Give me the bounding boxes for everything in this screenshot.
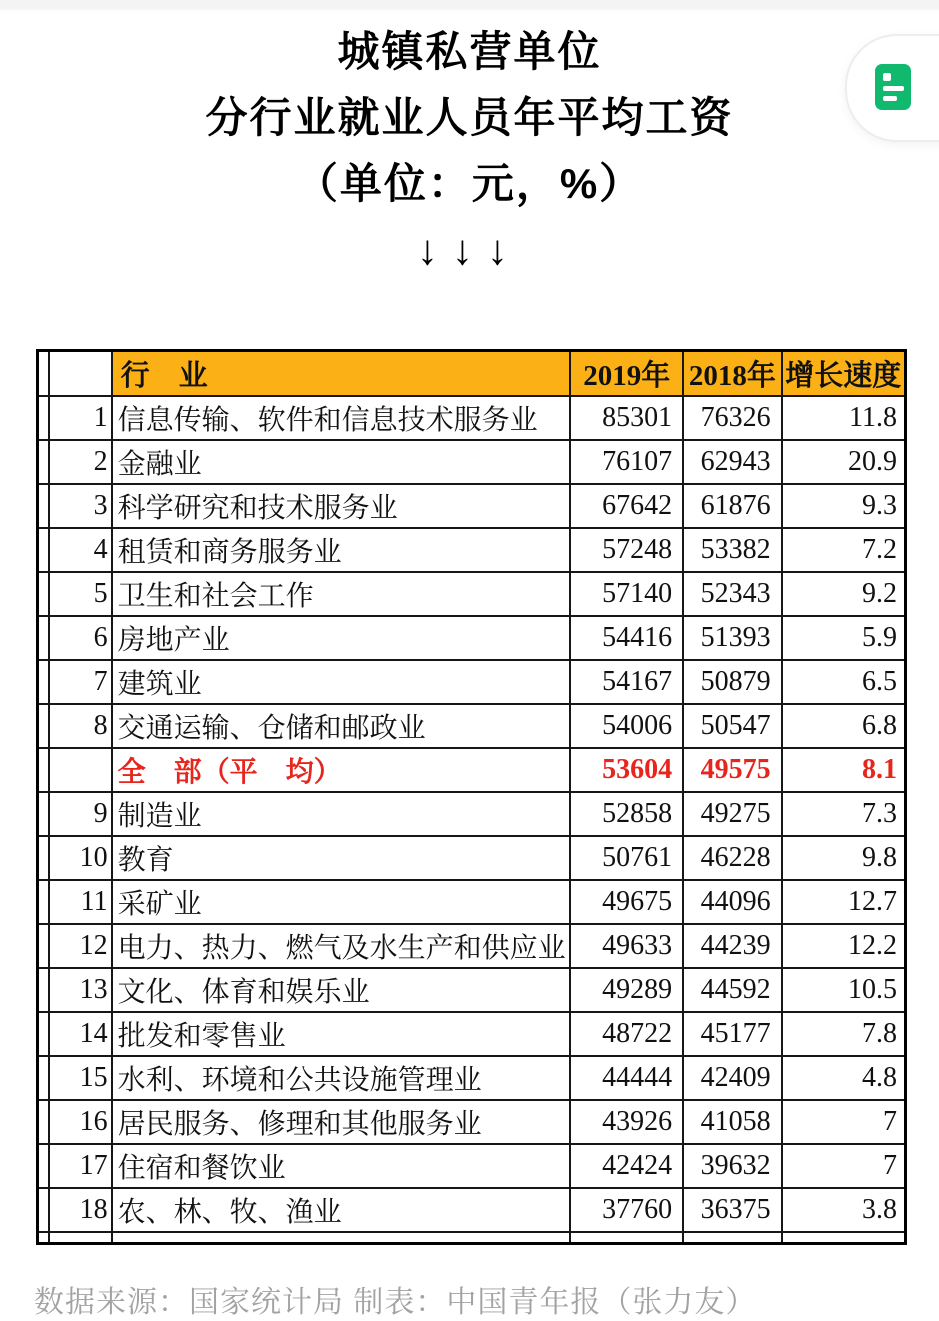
row-2018-cell: 42409 [683,1056,781,1100]
row-2018-cell: 49575 [683,748,781,792]
row-2018-cell: 36375 [683,1188,781,1232]
row-rank-cell: 1 [49,396,112,440]
row-2018-cell: 52343 [683,572,781,616]
row-spacer-cell [38,1188,49,1232]
down-arrows-icon: ↓↓↓ [417,226,522,273]
row-rank-cell [49,1232,112,1244]
row-spacer-cell [38,880,49,924]
row-growth-cell: 7 [782,1144,906,1188]
row-2019-cell [570,1232,683,1244]
row-2019-cell: 44444 [570,1056,683,1100]
table-row [38,1056,906,1100]
row-rank-cell: 4 [49,528,112,572]
row-industry-cell: 卫生和社会工作 [112,572,571,616]
row-2018-cell: 46228 [683,836,781,880]
row-industry-cell: 电力、热力、燃气及水生产和供应业 [112,924,571,968]
row-2019-cell: 52858 [570,792,683,836]
row-rank-cell: 2 [49,440,112,484]
table-row [38,572,906,616]
row-spacer-cell [38,1056,49,1100]
data-source-credit: 数据来源：国家统计局 制表：中国青年报（张力友） [34,1286,757,1319]
row-2019-cell: 48722 [570,1012,683,1056]
row-2019-cell: 76107 [570,440,683,484]
table-row [38,528,906,572]
table-row [38,836,906,880]
wage-table [36,349,907,1245]
row-2019-cell: 54416 [570,616,683,660]
column-header-2018: 2018年 [683,351,781,397]
row-growth-cell: 9.3 [782,484,906,528]
row-2018-cell: 41058 [683,1100,781,1144]
row-2019-cell: 57140 [570,572,683,616]
row-industry-cell: 交通运输、仓储和邮政业 [112,704,571,748]
row-2018-cell: 53382 [683,528,781,572]
table-row [38,1144,906,1188]
row-2019-cell: 53604 [570,748,683,792]
row-spacer-cell [38,572,49,616]
row-2018-cell: 51393 [683,616,781,660]
article-summary-icon [875,64,911,110]
row-2018-cell: 44096 [683,880,781,924]
row-growth-cell: 8.1 [782,748,906,792]
table-row-average [38,748,906,792]
row-2018-cell: 45177 [683,1012,781,1056]
row-2018-cell: 50879 [683,660,781,704]
row-rank-cell: 7 [49,660,112,704]
row-2018-cell: 50547 [683,704,781,748]
row-growth-cell: 12.7 [782,880,906,924]
table-header-spacer-cell [38,351,49,397]
table-row [38,792,906,836]
row-spacer-cell [38,396,49,440]
row-growth-cell: 4.8 [782,1056,906,1100]
row-2018-cell: 39632 [683,1144,781,1188]
row-2019-cell: 54006 [570,704,683,748]
row-industry-cell: 金融业 [112,440,571,484]
row-growth-cell: 10.5 [782,968,906,1012]
row-rank-cell: 11 [49,880,112,924]
row-2018-cell: 76326 [683,396,781,440]
table-row [38,396,906,440]
row-growth-cell: 7.3 [782,792,906,836]
row-growth-cell: 7.2 [782,528,906,572]
summary-icon-line [883,96,897,101]
row-spacer-cell [38,660,49,704]
table-row [38,1188,906,1232]
column-header-growth: 增长速度 [782,351,906,397]
row-rank-cell: 3 [49,484,112,528]
row-rank-cell: 6 [49,616,112,660]
row-2019-cell: 50761 [570,836,683,880]
row-industry-cell: 建筑业 [112,660,571,704]
row-2019-cell: 49289 [570,968,683,1012]
row-growth-cell: 5.9 [782,616,906,660]
row-industry-cell: 采矿业 [112,880,571,924]
row-2018-cell: 44239 [683,924,781,968]
table-row [38,924,906,968]
row-growth-cell: 3.8 [782,1188,906,1232]
table-row [38,968,906,1012]
row-2018-cell: 49275 [683,792,781,836]
row-rank-cell: 5 [49,572,112,616]
row-2019-cell: 42424 [570,1144,683,1188]
row-rank-cell: 9 [49,792,112,836]
row-2019-cell: 67642 [570,484,683,528]
row-growth-cell: 6.8 [782,704,906,748]
row-2019-cell: 43926 [570,1100,683,1144]
table-filler-row [38,1232,906,1244]
row-industry-cell: 租赁和商务服务业 [112,528,571,572]
row-2019-cell: 85301 [570,396,683,440]
wage-table-container [36,349,939,1245]
row-industry-cell [112,1232,571,1244]
row-industry-cell: 全 部（平 均） [112,748,571,792]
row-industry-cell: 水利、环境和公共设施管理业 [112,1056,571,1100]
row-2018-cell: 44592 [683,968,781,1012]
row-rank-cell: 17 [49,1144,112,1188]
row-industry-cell: 制造业 [112,792,571,836]
summary-icon-dot [883,73,891,81]
row-rank-cell: 14 [49,1012,112,1056]
row-spacer-cell [38,484,49,528]
article-title-block [0,19,939,283]
row-2018-cell: 61876 [683,484,781,528]
row-rank-cell: 18 [49,1188,112,1232]
row-growth-cell: 11.8 [782,396,906,440]
row-rank-cell: 12 [49,924,112,968]
row-industry-cell: 文化、体育和娱乐业 [112,968,571,1012]
table-row [38,880,906,924]
row-industry-cell: 农、林、牧、渔业 [112,1188,571,1232]
status-bar-remnant [0,0,939,11]
row-industry-cell: 居民服务、修理和其他服务业 [112,1100,571,1144]
row-spacer-cell [38,924,49,968]
row-industry-cell: 房地产业 [112,616,571,660]
row-growth-cell: 7 [782,1100,906,1144]
row-growth-cell: 12.2 [782,924,906,968]
row-industry-cell: 科学研究和技术服务业 [112,484,571,528]
row-rank-cell: 10 [49,836,112,880]
table-row [38,704,906,748]
summary-icon-line [883,86,904,91]
table-row [38,616,906,660]
page-title-line-1: 城镇私营单位 [337,28,602,75]
row-2019-cell: 37760 [570,1188,683,1232]
row-spacer-cell [38,440,49,484]
row-spacer-cell [38,1144,49,1188]
row-2018-cell [683,1232,781,1244]
row-spacer-cell [38,1012,49,1056]
page-title-units: （单位：元，%） [295,160,644,207]
row-rank-cell [49,748,112,792]
table-row [38,440,906,484]
row-rank-cell: 16 [49,1100,112,1144]
table-row [38,484,906,528]
table-row [38,660,906,704]
row-spacer-cell [38,616,49,660]
row-2019-cell: 54167 [570,660,683,704]
row-2019-cell: 49633 [570,924,683,968]
row-spacer-cell [38,1100,49,1144]
row-rank-cell: 8 [49,704,112,748]
row-spacer-cell [38,1232,49,1244]
row-industry-cell: 教育 [112,836,571,880]
row-2019-cell: 49675 [570,880,683,924]
row-spacer-cell [38,968,49,1012]
row-industry-cell: 批发和零售业 [112,1012,571,1056]
row-spacer-cell [38,748,49,792]
page-title-line-2: 分行业就业人员年平均工资 [205,94,734,141]
row-rank-cell: 13 [49,968,112,1012]
row-industry-cell: 信息传输、软件和信息技术服务业 [112,396,571,440]
row-growth-cell [782,1232,906,1244]
row-spacer-cell [38,704,49,748]
row-spacer-cell [38,792,49,836]
row-growth-cell: 9.8 [782,836,906,880]
row-rank-cell: 15 [49,1056,112,1100]
row-growth-cell: 7.8 [782,1012,906,1056]
row-spacer-cell [38,836,49,880]
row-spacer-cell [38,528,49,572]
row-growth-cell: 9.2 [782,572,906,616]
table-row [38,1100,906,1144]
row-growth-cell: 6.5 [782,660,906,704]
table-header-rank-cell [49,351,112,397]
column-header-industry: 行 业 [112,351,571,397]
table-header-row [38,351,906,397]
row-growth-cell: 20.9 [782,440,906,484]
table-row [38,1012,906,1056]
row-2018-cell: 62943 [683,440,781,484]
row-2019-cell: 57248 [570,528,683,572]
column-header-2019: 2019年 [570,351,683,397]
row-industry-cell: 住宿和餐饮业 [112,1144,571,1188]
floating-action-pill[interactable] [845,34,939,142]
